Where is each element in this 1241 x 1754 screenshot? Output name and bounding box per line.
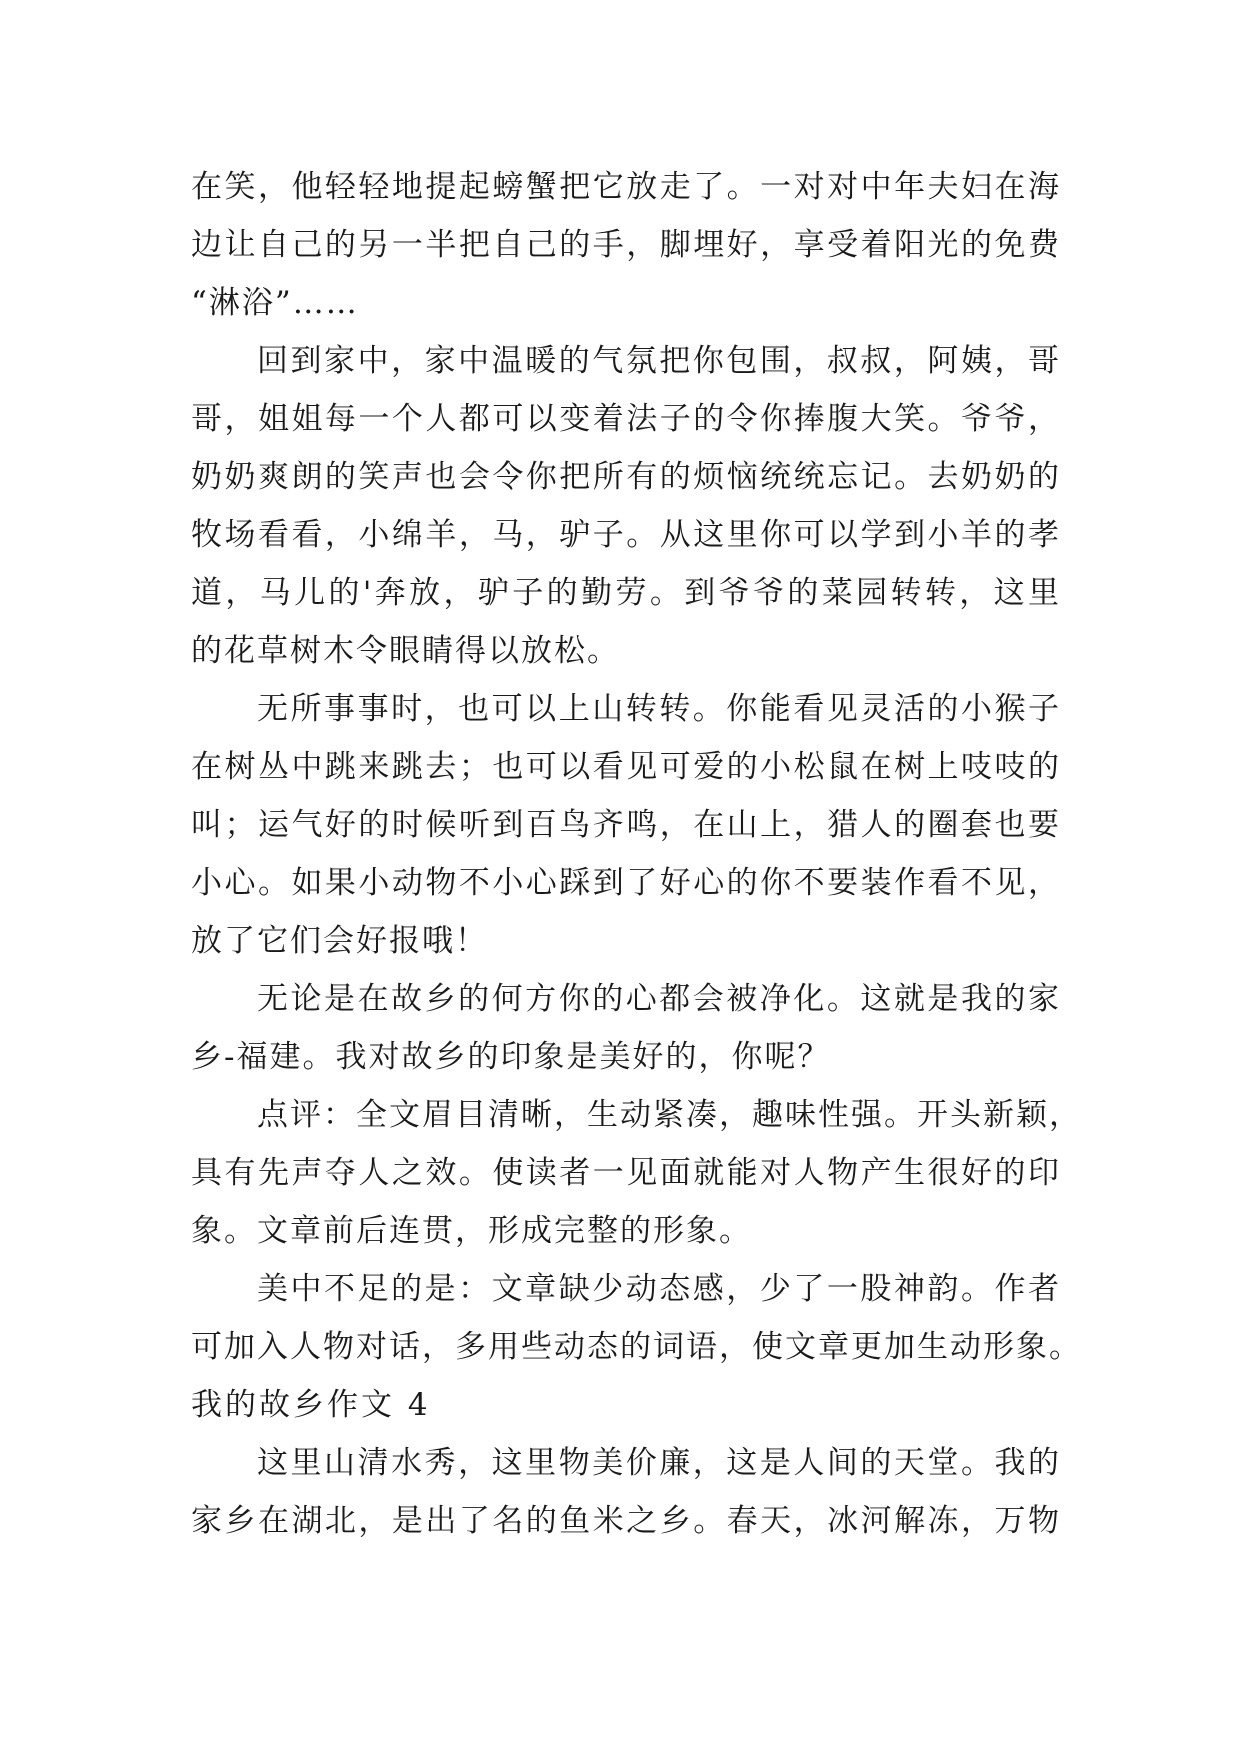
text-line: 美中不足的是：文章缺少动态感，少了一股神韵。作者: [257, 1271, 1061, 1307]
text-line: 放了它们会好报哦！: [191, 923, 488, 959]
text-line: 回到家中，家中温暖的气氛把你包围，叔叔，阿姨，哥: [257, 343, 1061, 379]
document-body: [191, 158, 1082, 1550]
text-line: 叫；运气好的时候听到百鸟齐鸣，在山上，猎人的圈套也要: [191, 807, 1061, 843]
text-line: 在树丛中跳来跳去；也可以看见可爱的小松鼠在树上吱吱的: [191, 749, 1061, 785]
text-line: 无论是在故乡的何方你的心都会被净化。这就是我的家: [257, 981, 1061, 1017]
text-line: 无所事事时，也可以上山转转。你能看见灵活的小猴子: [257, 691, 1061, 727]
text-line: 哥，姐姐每一个人都可以变着法子的令你捧腹大笑。爷爷，: [191, 401, 1061, 437]
section-heading: 我的故乡作文 4: [191, 1387, 431, 1423]
text-line: 边让自己的另一半把自己的手，脚埋好，享受着阳光的免费: [191, 227, 1061, 263]
text-line: 具有先声夺人之效。使读者一见面就能对人物产生很好的印: [191, 1155, 1061, 1191]
text-line: 在笑，他轻轻地提起螃蟹把它放走了。一对对中年夫妇在海: [191, 169, 1061, 205]
text-line: 牧场看看，小绵羊，马，驴子。从这里你可以学到小羊的孝: [191, 517, 1061, 553]
text-line: 点评：全文眉目清晰，生动紧凑，趣味性强。开头新颖，: [257, 1097, 1082, 1133]
text-line: 象。文章前后连贯，形成完整的形象。: [191, 1213, 752, 1249]
text-line: 道，马儿的'奔放，驴子的勤劳。到爷爷的菜园转转，这里: [191, 575, 1061, 611]
text-line: 小心。如果小动物不小心踩到了好心的你不要装作看不见，: [191, 865, 1061, 901]
text-line: “淋浴”……: [191, 285, 359, 321]
text-line: 奶奶爽朗的笑声也会令你把所有的烦恼统统忘记。去奶奶的: [191, 459, 1061, 495]
text-line: 这里山清水秀，这里物美价廉，这是人间的天堂。我的: [257, 1445, 1061, 1481]
text-line: 乡-福建。我对故乡的印象是美好的，你呢？: [191, 1039, 831, 1075]
text-line: 可加入人物对话，多用些动态的词语，使文章更加生动形象。: [191, 1329, 1082, 1365]
text-line: 的花草树木令眼睛得以放松。: [191, 633, 620, 669]
text-line: 家乡在湖北，是出了名的鱼米之乡。春天，冰河解冻，万物: [191, 1503, 1061, 1539]
